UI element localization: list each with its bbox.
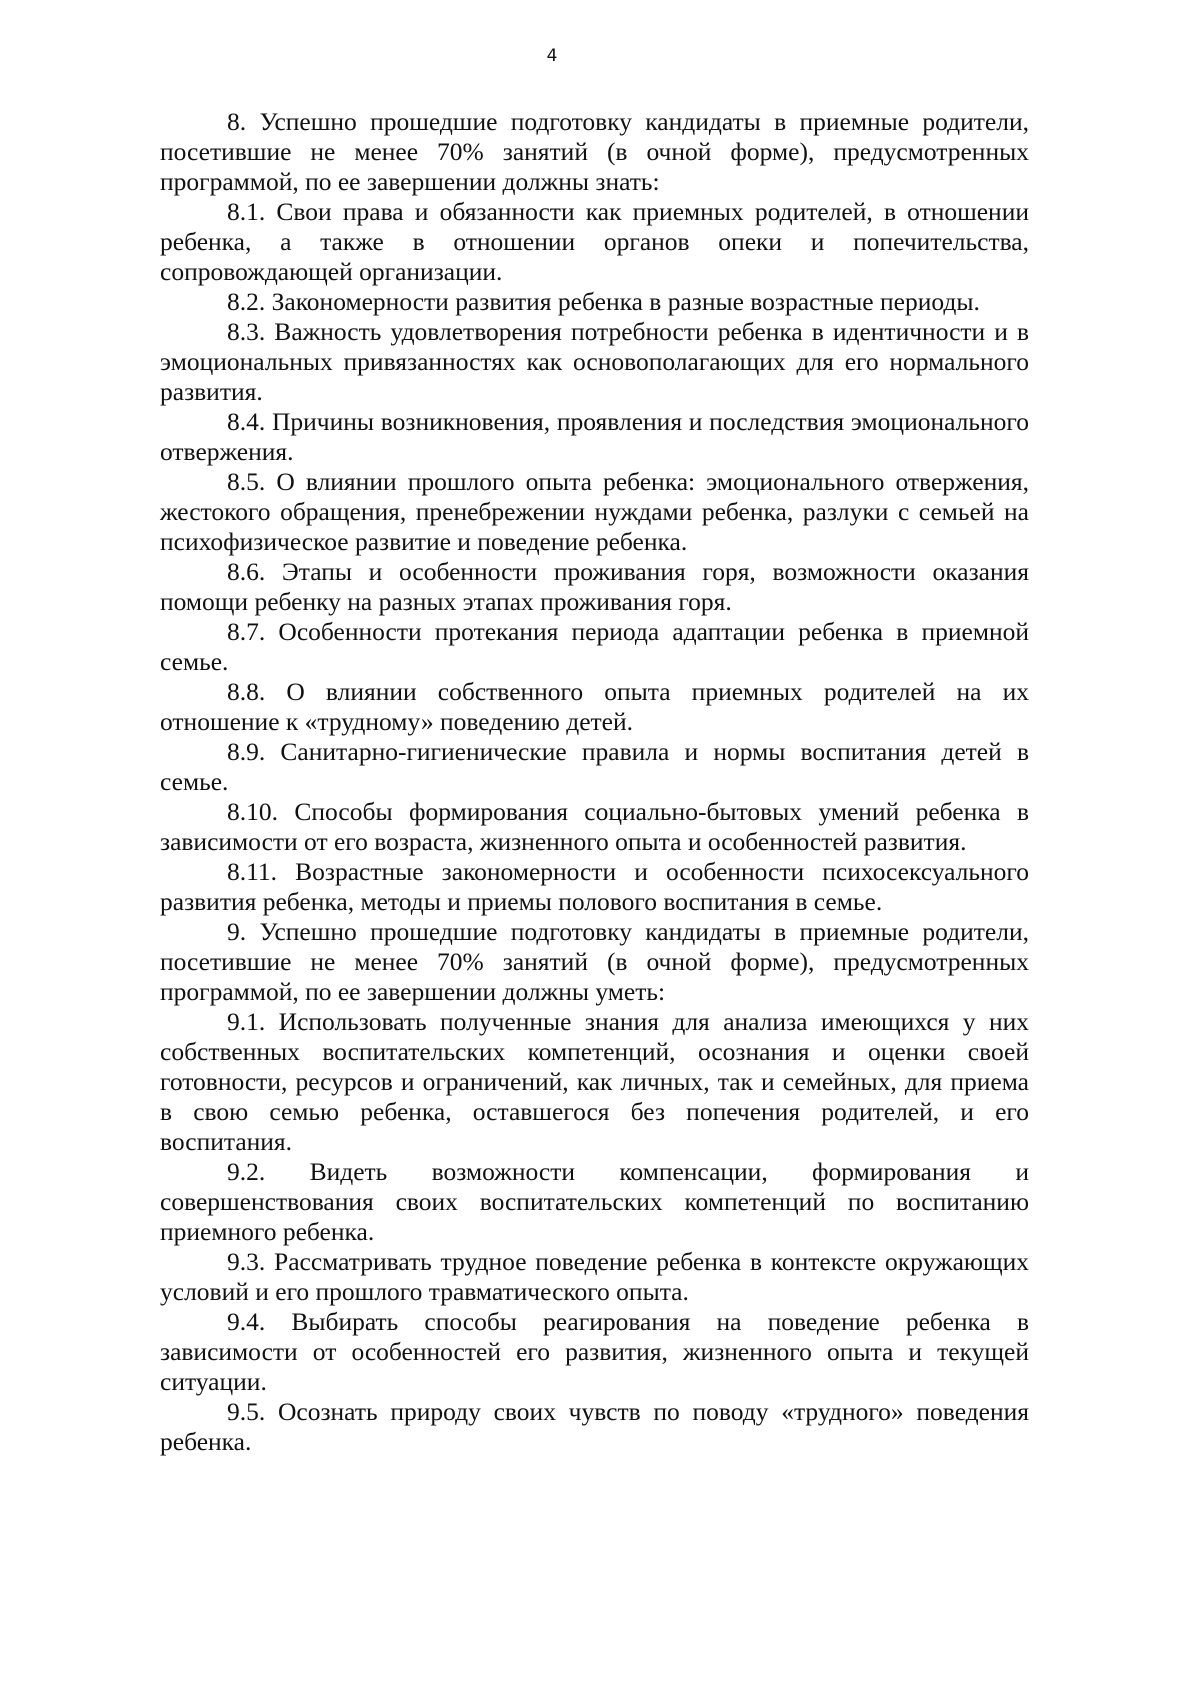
paragraph-8-9: 8.9. Санитарно-гигиенические правила и нормы воспитания детей в семье. [160, 737, 1029, 796]
paragraph-9-3: 9.3. Рассматривать трудное поведение ребенка в контексте окружающих условий и его прошлого травматического опыта. [160, 1247, 1029, 1306]
paragraph-9: 9. Успешно прошедшие подготовку кандидаты в приемные родители, посетившие не менее 70% занятий (в очной форме), предусмотренных программой, по ее завершении должны уметь: [160, 917, 1029, 1006]
paragraph-8-5: 8.5. О влиянии прошлого опыта ребенка: эмоционального отвержения, жестокого обращения, пренебрежении нуждами ребенка, разлуки с семьей на психофизическое развитие и поведение ребенка. [160, 467, 1029, 556]
paragraph-8-2: 8.2. Закономерности развития ребенка в разные возрастные периоды. [227, 287, 980, 316]
paragraph-9-2: 9.2. Видеть возможности компенсации, формирования и совершенствования своих воспитательских компетенций по воспитанию приемного ребенка. [160, 1157, 1029, 1246]
paragraph-9-5: 9.5. Осознать природу своих чувств по поводу «трудного» поведения ребенка. [160, 1397, 1029, 1456]
paragraph-8-11: 8.11. Возрастные закономерности и особенности психосексуального развития ребенка, методы и приемы полового воспитания в семье. [160, 857, 1029, 916]
page-number: 4 [546, 46, 558, 66]
paragraph-8-6: 8.6. Этапы и особенности проживания горя, возможности оказания помощи ребенку на разных этапах проживания горя. [160, 557, 1029, 616]
paragraph-8-1: 8.1. Свои права и обязанности как приемных родителей, в отношении ребенка, а также в отношении органов опеки и попечительства, сопровождающей организации. [160, 197, 1029, 286]
paragraph-8-3: 8.3. Важность удовлетворения потребности ребенка в идентичности и в эмоциональных привязанностях как основополагающих для его нормального развития. [160, 317, 1029, 406]
document-body [160, 107, 1029, 1457]
paragraph-8-8: 8.8. О влиянии собственного опыта приемных родителей на их отношение к «трудному» поведению детей. [160, 677, 1029, 736]
paragraph-8-10: 8.10. Способы формирования социально-бытовых умений ребенка в зависимости от его возраста, жизненного опыта и особенностей развития. [160, 797, 1029, 856]
paragraph-9-4: 9.4. Выбирать способы реагирования на поведение ребенка в зависимости от особенностей его развития, жизненного опыта и текущей ситуации. [160, 1307, 1029, 1396]
paragraph-8: 8. Успешно прошедшие подготовку кандидаты в приемные родители, посетившие не менее 70% занятий (в очной форме), предусмотренных программой, по ее завершении должны знать: [160, 107, 1029, 196]
paragraph-8-4: 8.4. Причины возникновения, проявления и последствия эмоционального отвержения. [160, 407, 1029, 466]
paragraph-9-1: 9.1. Использовать полученные знания для анализа имеющихся у них собственных воспитательских компетенций, осознания и оценки своей готовности, ресурсов и ограничений, как личных, так и семейных, для приема в свою семью ребенка, оставшегося без попечения родителей, и его воспитания. [160, 1007, 1029, 1156]
paragraph-8-7: 8.7. Особенности протекания периода адаптации ребенка в приемной семье. [160, 617, 1029, 676]
